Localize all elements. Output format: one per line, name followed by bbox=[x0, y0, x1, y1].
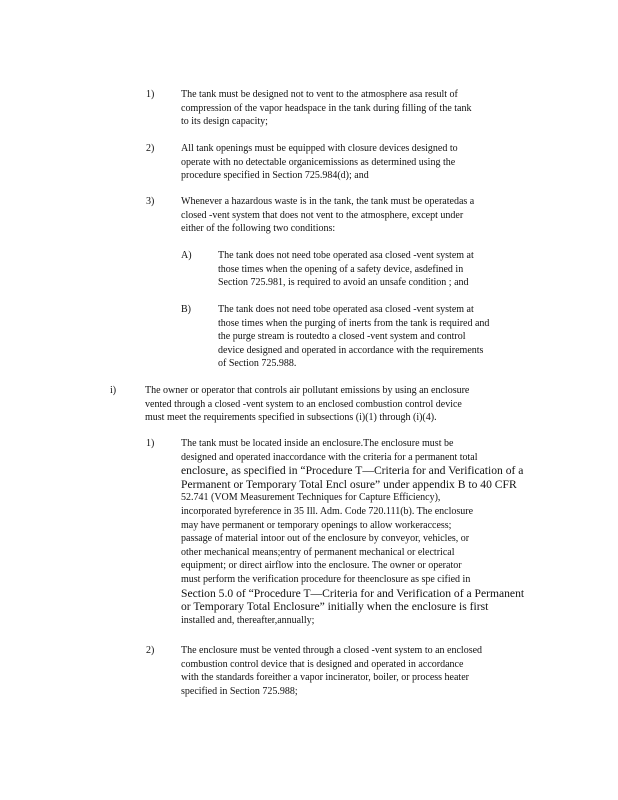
text-line: device designed and operated in accordance with the requirements bbox=[218, 344, 484, 356]
item-text bbox=[181, 437, 524, 627]
item-text bbox=[218, 249, 474, 290]
text-line: specified in Section 725.988; bbox=[181, 685, 298, 697]
text-line: vented through a closed -vent system to an enclosed combustion control device bbox=[145, 398, 462, 410]
text-line: 52.741 (VOM Measurement Techniques for Capture Efficiency), bbox=[181, 492, 441, 504]
text-line: installed and, thereafter,annually; bbox=[181, 614, 315, 626]
item-marker: 2) bbox=[146, 645, 155, 656]
item-marker: A) bbox=[181, 250, 192, 261]
item-marker: B) bbox=[181, 304, 191, 315]
text-line: closed -vent system that does not vent to the atmosphere, except under bbox=[181, 209, 464, 221]
item-marker: 1) bbox=[146, 89, 155, 100]
text-line: enclosure, as specified in “Procedure T—Criteria for and Verification of a bbox=[181, 464, 524, 478]
item-marker: 1) bbox=[146, 438, 155, 449]
item-text bbox=[145, 384, 469, 425]
text-line: operate with no detectable organicemissions as determined using the bbox=[181, 156, 456, 168]
text-line: All tank openings must be equipped with closure devices designed to bbox=[181, 143, 458, 154]
text-line: may have permanent or temporary openings to allow workeraccess; bbox=[181, 519, 452, 531]
text-line: The owner or operator that controls air pollutant emissions by using an enclosure bbox=[145, 385, 470, 396]
text-line: the purge stream is routedto a closed -vent system and control bbox=[218, 331, 466, 343]
text-line: combustion control device that is designed and operated in accordance bbox=[181, 658, 464, 670]
item-text bbox=[218, 303, 489, 371]
text-line: those times when the purging of inerts from the tank is required and bbox=[218, 317, 490, 329]
item-text bbox=[181, 644, 482, 698]
text-line: The tank must be designed not to vent to the atmosphere asa result of bbox=[181, 89, 458, 100]
text-line: to its design capacity; bbox=[181, 116, 268, 128]
text-line: compression of the vapor headspace in the tank during filling of the tank bbox=[181, 102, 472, 114]
text-line: Whenever a hazardous waste is in the tank, the tank must be operatedas a bbox=[181, 196, 475, 207]
text-line: designed and operated inaccordance with the criteria for a permanent total bbox=[181, 451, 478, 463]
item-text bbox=[181, 195, 474, 236]
text-line: other mechanical means;entry of permanent mechanical or electrical bbox=[181, 546, 455, 558]
text-line: The tank does not need tobe operated asa closed -vent system at bbox=[218, 304, 474, 315]
text-line: The tank does not need tobe operated asa closed -vent system at bbox=[218, 250, 474, 261]
text-line: procedure specified in Section 725.984(d); and bbox=[181, 170, 369, 182]
text-line: passage of material intoor out of the enclosure by conveyor, vehicles, or bbox=[181, 533, 470, 545]
text-line: Section 725.981, is required to avoid an unsafe condition ; and bbox=[218, 277, 469, 289]
item-marker: i) bbox=[110, 385, 117, 396]
text-line: incorporated byreference in 35 Ill. Adm. Code 720.111(b). The enclosure bbox=[181, 505, 474, 517]
text-line: must perform the verification procedure for theenclosure as spe cified in bbox=[181, 573, 471, 585]
item-text bbox=[181, 88, 471, 129]
text-line: equipment; or direct airflow into the enclosure. The owner or operator bbox=[181, 560, 462, 572]
text-line: of Section 725.988. bbox=[218, 358, 297, 370]
item-text bbox=[181, 142, 458, 183]
item-marker: 3) bbox=[146, 196, 155, 207]
text-line: either of the following two conditions: bbox=[181, 223, 336, 235]
item-marker: 2) bbox=[146, 143, 155, 154]
text-line: or Temporary Total Enclosure” initially when the enclosure is first bbox=[181, 600, 489, 614]
text-line: with the standards foreither a vapor incinerator, boiler, or process heater bbox=[181, 672, 469, 684]
text-line: must meet the requirements specified in subsections (i)(1) through (i)(4). bbox=[145, 412, 437, 424]
text-line: Permanent or Temporary Total Encl osure” under appendix B to 40 CFR bbox=[181, 477, 517, 491]
text-line: Section 5.0 of “Procedure T—Criteria for and Verification of a Permanent bbox=[181, 586, 525, 600]
text-line: those times when the opening of a safety device, asdefined in bbox=[218, 263, 464, 275]
text-line: The enclosure must be vented through a closed -vent system to an enclosed bbox=[181, 645, 483, 656]
text-line: The tank must be located inside an enclosure.The enclosure must be bbox=[181, 438, 454, 449]
